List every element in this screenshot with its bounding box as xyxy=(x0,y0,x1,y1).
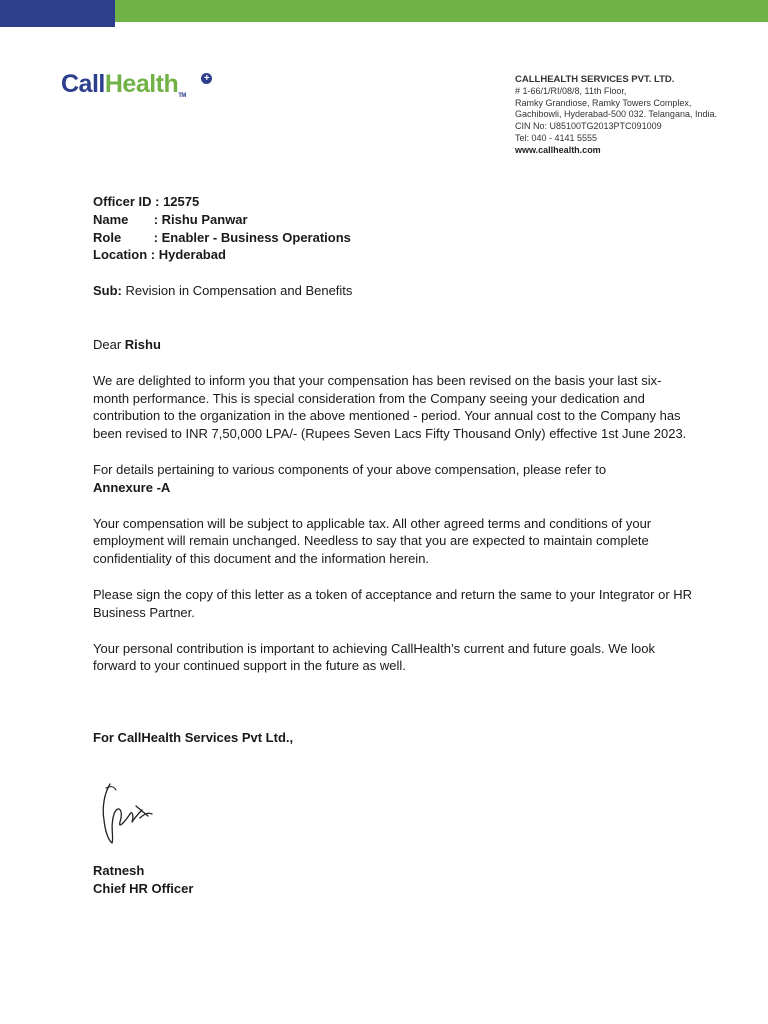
logo-tm-mark: TM xyxy=(178,93,186,99)
company-website: www.callhealth.com xyxy=(515,144,601,155)
officer-name: Name : Rishu Panwar xyxy=(93,211,248,227)
logo-call-text: Call xyxy=(61,70,105,98)
header-blue-block xyxy=(0,0,115,27)
officer-id: Officer ID : 12575 xyxy=(93,194,200,209)
paragraph-acceptance: Please sign the copy of this letter as a token of acceptance and return the same to your Integrator or HR Business Partner. xyxy=(93,586,693,620)
closing-for-line: For CallHealth Services Pvt Ltd., xyxy=(93,730,294,746)
paragraph-goals: Your personal contribution is important to achieving CallHealth’s current and future goals. We look forward to your continued support in the future as well. xyxy=(93,640,655,674)
header-color-bar xyxy=(0,0,768,22)
signature-image xyxy=(96,780,156,846)
company-tel: Tel: 040 - 4141 5555 xyxy=(515,132,598,143)
greeting-name: Rishu xyxy=(124,336,161,352)
logo-health-text: Health xyxy=(104,70,179,98)
company-address-line: # 1-66/1/RI/08/8, 11th Floor, xyxy=(515,85,627,96)
company-address-block xyxy=(515,74,760,157)
header-green-strip xyxy=(115,0,768,22)
paragraph-annexure xyxy=(93,461,693,497)
signer-name: Ratnesh xyxy=(93,863,145,878)
officer-location: Location : Hyderabad xyxy=(93,247,226,263)
signer-block xyxy=(93,862,193,898)
annexure-text: For details pertaining to various components of your above compensation, please refer to xyxy=(93,461,607,477)
letter-body xyxy=(93,193,693,747)
subject-text: Revision in Compensation and Benefits xyxy=(121,283,353,299)
greeting-prefix: Dear xyxy=(93,336,125,352)
signer-title: Chief HR Officer xyxy=(93,881,194,896)
logo-plus-icon: + xyxy=(201,73,212,84)
paragraph-tax: Your compensation will be subject to applicable tax. All other agreed terms and conditions of your employment will remain unchanged. Needless to say that you are expected to maintain complete confidentiality of this document and the information herein. xyxy=(93,515,652,567)
subject-line xyxy=(93,282,693,300)
company-address-line: Gachibowli, Hyderabad-500 032. Telangana, India. xyxy=(515,109,717,120)
officer-role: Role : Enabler - Business Operations xyxy=(93,229,351,245)
company-cin: CIN No: U85100TG2013PTC091009 xyxy=(515,121,662,132)
annexure-ref: Annexure -A xyxy=(93,479,171,495)
greeting xyxy=(93,336,693,354)
company-name: CALLHEALTH SERVICES PVT. LTD. xyxy=(515,74,675,85)
company-address-line: Ramky Grandiose, Ramky Towers Complex, xyxy=(515,97,692,108)
subject-label: Sub: xyxy=(93,283,122,299)
callhealth-logo xyxy=(61,70,210,99)
paragraph-compensation: We are delighted to inform you that your compensation has been revised on the basis your last six-month performance. This is special consideration from the Company seeing your dedication and contribution to the organization in the above mentioned - period. Your annual cost to the Company has been revised to INR 7,50,000 LPA/- (Rupees Seven Lacs Fifty Thousand Only) effective 1st June 2023. xyxy=(93,372,687,442)
